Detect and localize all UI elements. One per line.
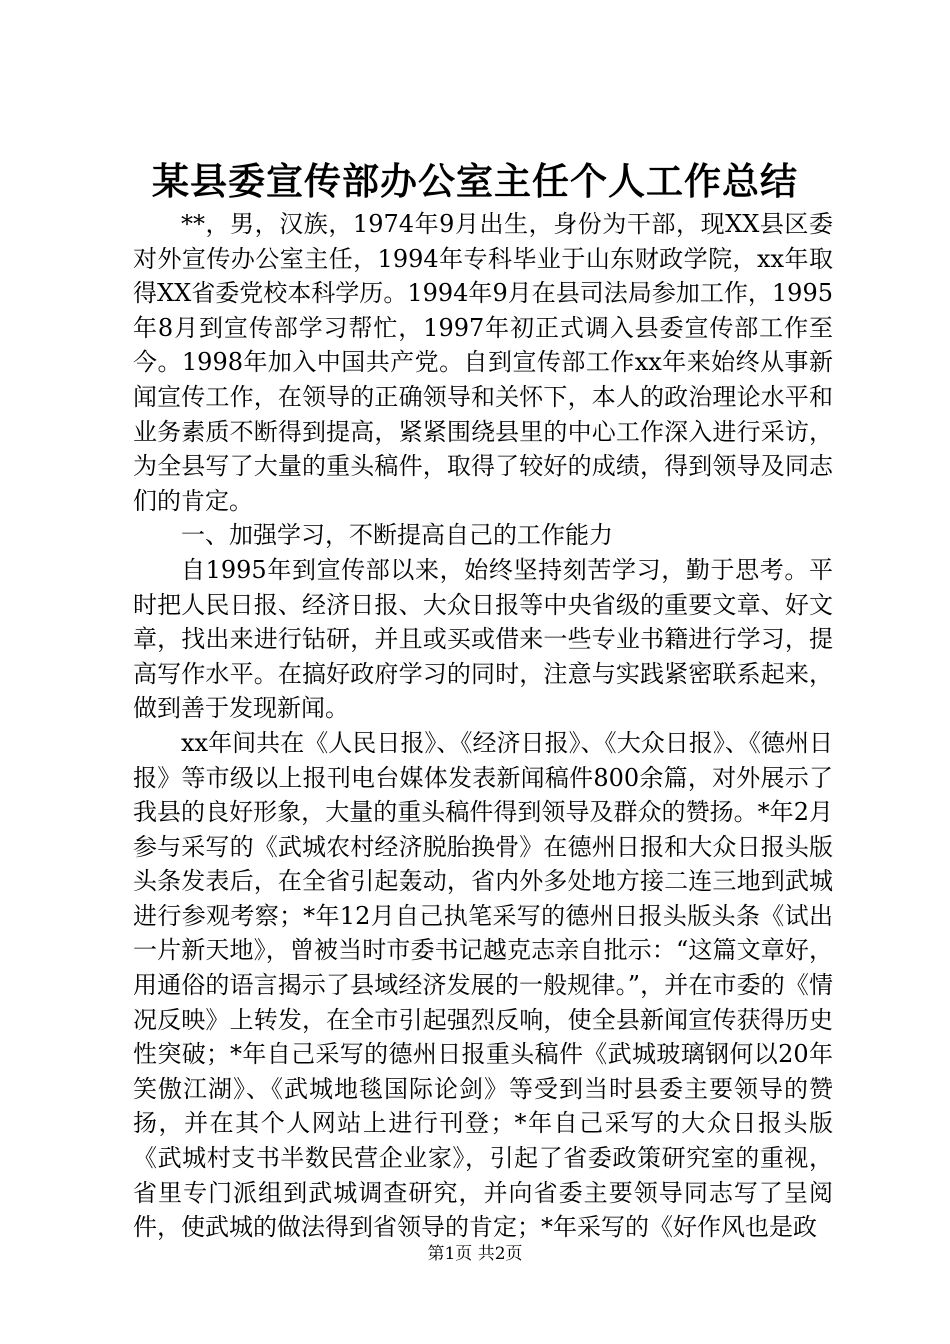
paragraph-achievements: xx年间共在《人民日报》、《经济日报》、《大众日报》、《德州日报》等市级以上报刊电台媒体发表新闻稿件800余篇，对外展示了我县的良好形象，大量的重头稿件得到领导及群众的赞扬。*年2月参与采写的《武城农村经济脱胎换骨》在德州日报和大众日报头版头条发表后，在全省引起轰动，省内外多处地方接二连三地到武城进行参观考察；*年12月自己执笔采写的德州日报头版头条《试出一片新天地》，曾被当时市委书记越克志亲自批示：“这篇文章好，用通俗的语言揭示了县域经济发展的一般规律。”，并在市委的《情况反映》上转发，在全市引起强烈反响，使全县新闻宣传获得历史性突破；*年自己采写的德州日报重头稿件《武城玻璃钢何以20年笑傲江湖》、《武城地毯国际论剑》等受到当时县委主要领导的赞扬，并在其个人网站上进行刊登；*年自己采写的大众日报头版《武城村支书半数民营企业家》，引起了省委政策研究室的重视，省里专门派组到武城调查研究，并向省委主要领导同志写了呈阅件，使武城的做法得到省领导的肯定；*年采写的《好作风也是政 <box>133 728 833 1242</box>
paragraph-study: 自1995年到宣传部以来，始终坚持刻苦学习，勤于思考。平时把人民日报、经济日报、大众日报等中央省级的重要文章、好文章，找出来进行钻研，并且或买或借来一些专业书籍进行学习，提高写作水平。在搞好政府学习的同时，注意与实践紧密联系起来，做到善于发现新闻。 <box>133 555 833 723</box>
paragraph-intro: **，男，汉族，1974年9月出生，身份为干部，现XX县区委对外宣传办公室主任，1994年专科毕业于山东财政学院，xx年取得XX省委党校本科学历。1994年9月在县司法局参加工作，1995年8月到宣传部学习帮忙，1997年初正式调入县委宣传部工作至今。1998年加入中国共产党。自到宣传部工作xx年来始终从事新闻宣传工作，在领导的正确领导和关怀下，本人的政治理论水平和业务素质不断得到提高，紧紧围绕县里的中心工作深入进行采访，为全县写了大量的重头稿件，取得了较好的成绩，得到领导及同志们的肯定。 <box>133 210 833 515</box>
document-title: 某县委宣传部办公室主任个人工作总结 <box>152 159 798 203</box>
document-body <box>133 207 833 1245</box>
section-heading: 一、加强学习，不断提高自己的工作能力 <box>181 521 613 550</box>
page-footer: 第1页 共2页 <box>427 1244 523 1264</box>
